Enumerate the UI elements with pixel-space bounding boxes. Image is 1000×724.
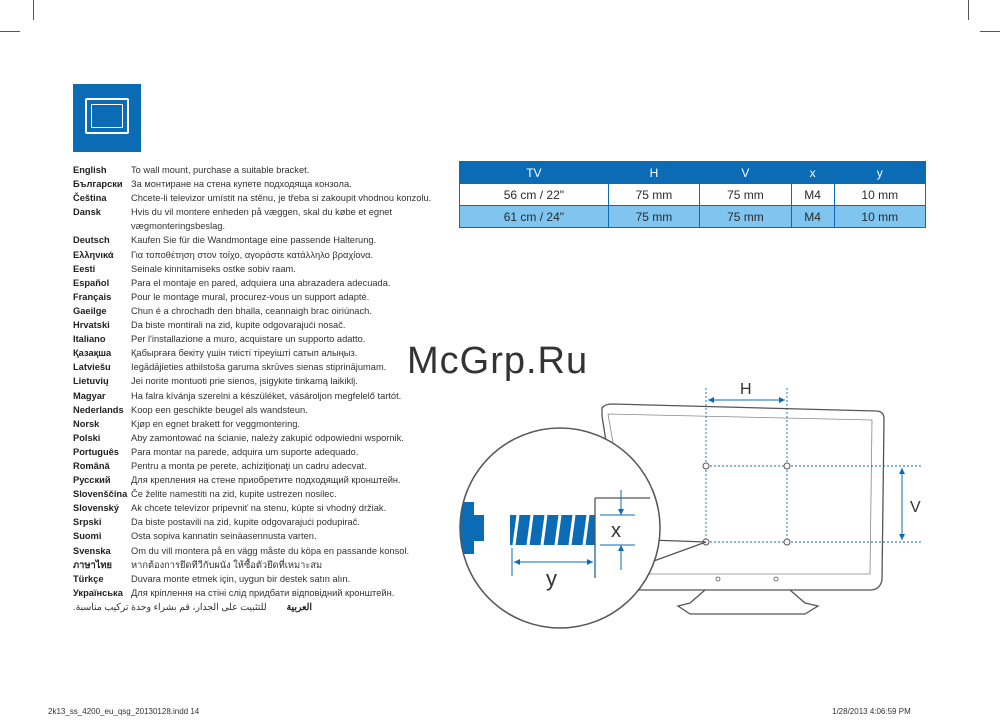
cell: M4 [791,184,834,206]
language-name: English [73,165,107,175]
language-name: Dansk [73,207,101,218]
language-name: Ελληνικά [73,249,114,260]
list-item [73,544,458,558]
cell: 10 mm [834,184,925,206]
instruction-text: За монтиране на стена купете подходяща конзола. [131,179,352,190]
language-name: Slovenský [73,503,119,514]
instruction-text: Для крепления на стене приобретите подходящий кронштейн. [131,475,401,486]
list-item [73,529,458,543]
list-item [73,304,458,318]
x-dimension-label: x [611,520,621,542]
list-item [73,177,458,191]
crop-mark [980,31,1000,32]
language-name: العربية [286,601,312,612]
cell: 56 cm / 22" [460,184,609,206]
list-item [73,558,458,572]
instruction-text: Jei norite montuoti prie sienos, įsigykite tinkamą laikiklį. [131,376,358,387]
list-item [73,487,458,501]
wall-mount-diagram [440,378,940,648]
crop-mark [968,0,969,20]
instruction-text: Če želite namestiti na zid, kupite ustrezen nosilec. [131,489,337,500]
table-row [460,206,926,228]
language-name: Español [73,277,110,288]
language-name: Türkçe [73,573,104,584]
list-item [73,163,458,177]
list-item [73,600,458,614]
instruction-text: Ha falra kívánja szerelni a készüléket, vásároljon megfelelő tartót. [131,390,402,401]
list-item [73,403,458,417]
language-name: Norsk [73,418,100,429]
list-item [73,586,458,600]
list-item [73,374,458,388]
list-item [73,360,458,374]
footer-right: 1/28/2013 4:06:59 PM [832,707,911,716]
wall-mount-icon [73,84,141,152]
list-item [73,290,458,304]
mount-spec-table [459,161,926,228]
h-dimension-label: H [740,381,752,398]
instruction-text: Koop een geschikte beugel als wandsteun. [131,404,308,415]
language-name: Română [73,460,110,471]
cell: 75 mm [608,206,699,228]
language-name: Nederlands [73,404,124,415]
instruction-text: Om du vill montera på en vägg måste du köpa en passande konsol. [131,545,410,556]
list-item [73,191,458,205]
instruction-text: Για τοποθέτηση στον τοίχο, αγοράστε κατάλληλο βραχίονα. [131,249,374,260]
instruction-text: Chun é a chrochadh den bhalla, ceannaigh brac oiriúnach. [131,305,372,316]
language-name: Қазақша [73,348,112,359]
col-header-tv: TV [460,162,609,184]
list-item [73,248,458,262]
cell: 75 mm [608,184,699,206]
language-name: Latviešu [73,362,111,373]
cell: 10 mm [834,206,925,228]
instruction-text: للتثبيت على الجدار، قم بشراء وحدة تركيب مناسبة. [73,601,267,612]
language-name: Русский [73,475,111,486]
instruction-text: Duvara monte etmek için, uygun bir destek satın alın. [131,573,351,584]
language-name: Português [73,446,119,457]
list-item [73,318,458,332]
language-name: Gaeilge [73,305,107,316]
language-name: Svenska [73,545,111,556]
language-name: Srpski [73,517,102,528]
instruction-text: To wall mount, purchase a suitable bracket. [131,165,310,175]
crop-mark [0,31,20,32]
language-name: Eesti [73,263,96,274]
language-name: Slovenščina [73,489,128,500]
instruction-text: Aby zamontować na ścianie, należy zakupić odpowiedni wspornik. [131,432,404,443]
instruction-text: Kjøp en egnet brakett for veggmontering. [131,418,300,429]
list-item [73,262,458,276]
watermark: McGrp.Ru [407,340,589,382]
col-header-h: H [608,162,699,184]
list-item [73,417,458,431]
instruction-text: Kaufen Sie für die Wandmontage eine passende Halterung. [131,235,377,246]
table-row [460,184,926,206]
language-name: Čeština [73,193,107,204]
list-item [73,346,458,360]
list-item [73,445,458,459]
instruction-text: Para montar na parede, adquira um suporte adequado. [131,446,359,457]
instruction-text: หากต้องการยึดทีวีกับผนัง ให้ซื้อตัวยึดที่เหมาะสม [131,559,323,570]
list-item [73,389,458,403]
list-item [73,233,458,247]
list-item [73,332,458,346]
instruction-text: Для кріплення на стіні слід придбати відповідний кронштейн. [131,587,395,598]
cell: 75 mm [700,184,791,206]
language-name: Italiano [73,334,106,345]
list-item [73,276,458,290]
y-dimension-label: y [546,566,557,591]
cell: M4 [791,206,834,228]
language-name: Suomi [73,531,102,542]
language-name: Magyar [73,390,106,401]
list-item [73,572,458,586]
language-name: Български [73,179,123,190]
col-header-y: y [834,162,925,184]
list-item [73,501,458,515]
language-name: Українська [73,587,123,598]
instruction-text: Da biste montirali na zid, kupite odgovarajući nosač. [131,320,346,331]
language-name: Deutsch [73,235,110,246]
col-header-v: V [700,162,791,184]
instruction-text: Iegādājieties atbilstoša garuma skrūves sienas stiprinājumam. [131,362,387,373]
col-header-x: x [791,162,834,184]
instruction-text: Қабырғаға бекіту үшін тиісті тіреуішті сатып алыңыз. [131,348,358,359]
language-instructions [73,163,458,614]
language-name: ภาษาไทย [73,559,112,570]
list-item [73,515,458,529]
instruction-text: Osta sopiva kannatin seinäasennusta varten. [131,531,317,542]
instruction-text: Da biste postavili na zid, kupite odgovarajući podupirač. [131,517,360,528]
list-item [73,205,458,233]
list-item [73,431,458,445]
footer-left: 2k13_ss_4200_eu_qsg_20130128.indd 14 [48,707,200,716]
instruction-text: Para el montaje en pared, adquiera una abrazadera adecuada. [131,277,391,288]
cell: 61 cm / 24" [460,206,609,228]
language-name: Hrvatski [73,320,110,331]
instruction-text: Seinale kinnitamiseks ostke sobiv raam. [131,263,296,274]
instruction-text: Hvis du vil montere enheden på væggen, skal du købe et egnet vægmonteringsbeslag. [131,207,392,232]
instruction-text: Chcete-li televizor umístit na stěnu, je třeba si zakoupit vhodnou konzolu. [131,193,432,204]
language-name: Polski [73,432,101,443]
list-item [73,459,458,473]
language-name: Français [73,291,112,302]
instruction-text: Pentru a monta pe perete, achiziţionaţi un cadru adecvat. [131,460,367,471]
instruction-text: Pour le montage mural, procurez-vous un support adapté. [131,291,370,302]
crop-mark [33,0,34,20]
instruction-text: Ak chcete televízor pripevniť na stenu, kúpte si vhodný držiak. [131,503,387,514]
instruction-text: Per l'installazione a muro, acquistare un supporto adatto. [131,334,366,345]
list-item [73,473,458,487]
cell: 75 mm [700,206,791,228]
v-dimension-label: V [910,499,921,516]
language-name: Lietuvių [73,376,109,387]
